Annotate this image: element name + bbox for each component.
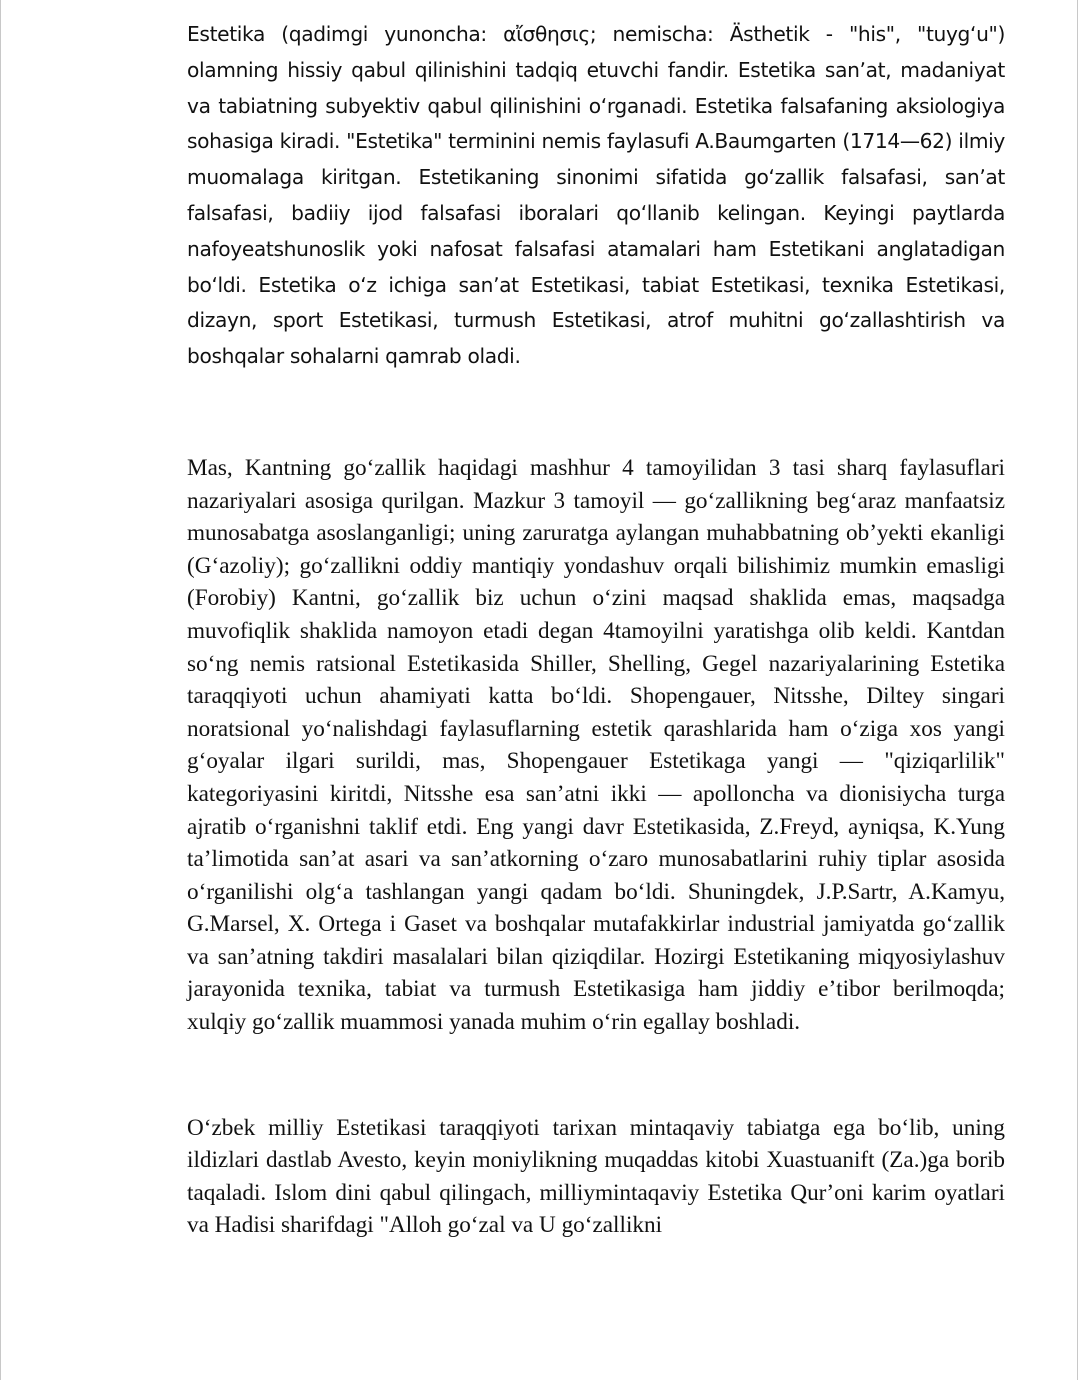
paragraph-kant-principles: Mas, Kantning goʻzallik haqidagi mashhur 4 tamoyilidan 3 tasi sharq faylasuflari nazariyalari asosiga qurilgan. Mazkur 3 tamoyil — goʻzallikning begʻaraz manfaatsiz munosabatga asoslanganligi; uning zaruratga aylangan muhabbatning obʼyekti ekanligi (Gʻazoliy); goʻzallikni oddiy mantiqiy yondashuv orqali bilishimiz mumkin emasligi (Forobiy) Kantni, goʻzallik biz uchun oʻzini maqsad shaklida emas, maqsadga muvofiqlik shaklida namoyon etadi degan 4tamoyilni yaratishga olib keldi. Kantdan soʻng nemis ratsional Estetikasida Shiller, Shelling, Gegel nazariyalarining Estetika taraqqiyoti uchun ahamiyati katta boʻldi. Shopengauer, Nitsshe, Diltey singari noratsional yoʻnalishdagi faylasuflarning estetik qarashlarida ham oʻziga xos yangi gʻoyalar ilgari surildi, mas, Shopengauer Estetikaga yangi — "qiziqarlilik" kategoriyasini kiritdi, Nitsshe esa sanʼatni ikki — apolloncha va dionisiycha turga ajratib oʻrganishni taklif etdi. Eng yangi davr Estetikasida, Z.Freyd, ayniqsa, K.Yung taʼlimotida sanʼat asari va sanʼatkorning oʻzaro munosabatlarini ruhiy tiplar asosida oʻrganilishi olgʻa tashlangan yangi qadam boʻldi. Shuningdek, J.P.Sartr, A.Kamyu, G.Marsel, X. Ortega i Gaset va boshqalar mutafakkirlar industrial jamiyatda goʻzallik va sanʼatning takdiri masalalari bilan qiziqdilar. Hozirgi Estetikaning miqyosiylashuv jarayonida texnika, tabiat va turmush Estetikasiga ham jiddiy eʼtibor berilmoqda; xulqiy goʻzallik muammosi yanada muhim oʻrin egallay boshladi.	[187, 454, 1005, 1036]
paragraph-estetika-definition: Estetika (qadimgi yunoncha: αἴσθησις; nemischa: Ästhetik - "his", "tuygʻu") olamning hissiy qabul qilinishini tadqiq etuvchi fandir. Estetika sanʼat, madaniyat va tabiatning subyektiv qabul qilinishini oʻrganadi. Estetika falsafaning aksiologiya sohasiga kiradi. "Estetika" terminini nemis faylasufi A.Baumgarten (1714—62) ilmiy muomalaga kiritgan. Estetikaning sinonimi sifatida goʻzallik falsafasi, sanʼat falsafasi, badiiy ijod falsafasi iboralari qoʻllanib kelingan. Keyingi paytlarda nafoyeatshunoslik yoki nafosat falsafasi atamalari ham Estetikani anglatadigan boʻldi. Estetika oʻz ichiga sanʼat Estetikasi, tabiat Estetikasi, texnika Estetikasi, dizayn, sport Estetikasi, turmush Estetikasi, atrof muhitni goʻzallashtirish va boshqalar sohalarni qamrab oladi.	[187, 22, 1005, 369]
document-body	[187, 17, 1005, 1242]
paragraph-uzbek-estetika: Oʻzbek milliy Estetikasi taraqqiyoti tarixan mintaqaviy tabiatga ega boʻlib, uning ildizlari dastlab Avesto, keyin moniylikning muqaddas kitobi Xuastuanift (Za.)ga borib taqaladi. Islom dini qabul qilingach, milliymintaqaviy Estetika Qurʼoni karim oyatlari va Hadisi sharifdagi "Alloh goʻzal va U goʻzallikni	[187, 1114, 1005, 1239]
